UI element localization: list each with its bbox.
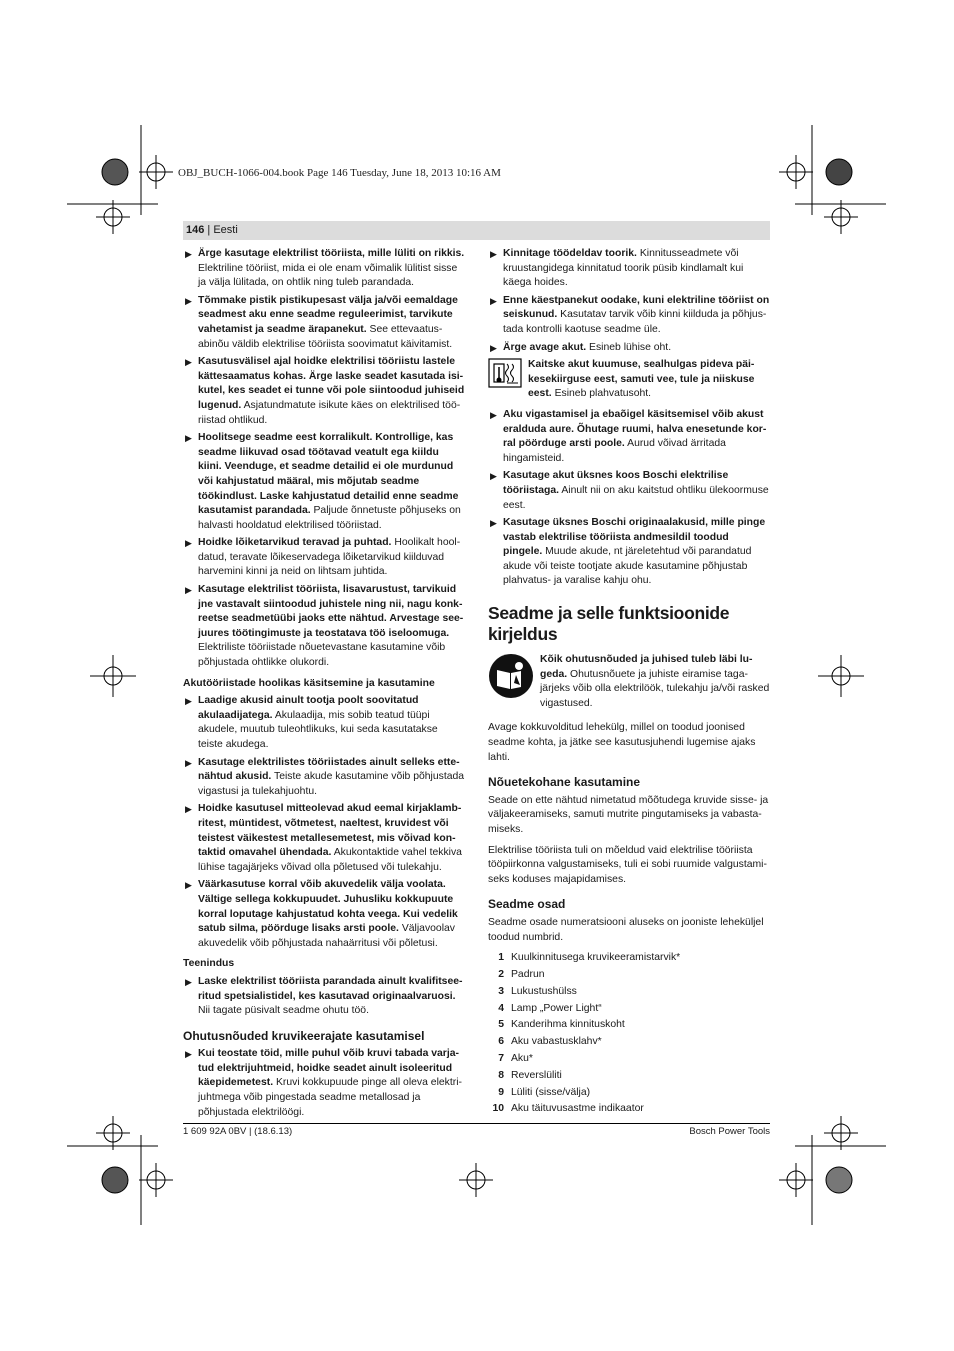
part-item: [488, 1018, 770, 1035]
safety-list-service: [183, 975, 465, 1019]
part-label: Lüliti (sisse/välja): [511, 1086, 591, 1098]
footer-right: Bosch Power Tools: [689, 1126, 770, 1137]
bullet-bold: Väärkasutuse korral võib akuvedelik välja voolata. Vältige sellega kokkupuudet. Juhusliku kokkupuute korral loputage kahjustatud kohta veega. Kui vedelik satub silma, pöörduge lisaks arsti poole.: [198, 879, 458, 935]
bullet-bold: Kui teostate töid, mille puhul võib kruvi tabada varjatud elektrijuhtmeid, hoidke seadet ainult isoleeritud käepidemetest.: [198, 1048, 459, 1089]
bullet-bold: Tõmmake pistik pistikupesast välja ja/või eemaldage seadmest aku enne seadme reguleerimist, tarvikute vahetamist ja seadme ärapanekut.: [198, 294, 458, 335]
bullet-bold: Hoidke kasutusel mitteolevad akud eemal kirjaklambritest, müntidest, võtmetest, naeltest, kruvidest või teistest väikestest metallesemetest, mis võivad kontaktid omavahel ühendada.: [198, 803, 462, 859]
heading-parts: Seadme osad: [488, 897, 566, 912]
part-label: Aku*: [511, 1052, 533, 1064]
bullet-text: Elektriline tööriist, mida ei ole enam võimalik lülitist sisse ja välja lülitada, on ohtlik ning tuleb parandada.: [198, 262, 458, 289]
part-label: Lukustushülss: [511, 985, 577, 997]
safety-list-screwdriver: [183, 1047, 465, 1120]
bullet-text: Esineb lühise oht.: [586, 341, 672, 353]
bullet-bold: Laadige akusid ainult tootja poolt soovitatud akulaadijatega.: [198, 695, 419, 721]
bullet-arrow-icon: ▶: [185, 585, 192, 596]
bullet-arrow-icon: ▶: [185, 976, 192, 987]
bullet-arrow-icon: ▶: [185, 433, 192, 444]
fold-note: Avage kokkuvolditud lehekülg, millel on toodud joonised seadme kohta, ja jätke see kasutusjuhendi lugemise ajaks lahti.: [488, 722, 756, 763]
part-item: [488, 1035, 770, 1052]
bullet-text: Aurud võivad ärritada hingamisteid.: [503, 438, 726, 464]
bullet-item: [183, 1047, 465, 1120]
safety-list-battery: [183, 694, 465, 951]
part-item: [488, 985, 770, 1002]
bullet-bold: Kasutage üksnes Boschi originaalakusid, mille pinge vastab elektrilise tööriista andmesildil toodud pingele.: [503, 517, 766, 558]
page-header: 146 | Eesti: [183, 221, 770, 240]
bullet-arrow-icon: ▶: [490, 518, 497, 529]
bullet-text: Akulaadija, mis sobib teatud tüüpi akudele, muutub tuleohtlikuks, kui seda kasutatakse teiste akudega.: [198, 709, 438, 750]
part-item: [488, 1052, 770, 1069]
bullet-arrow-icon: ▶: [185, 295, 192, 306]
part-number: 10: [492, 1103, 504, 1115]
part-label: Kanderihma kinnituskoht: [511, 1019, 625, 1031]
part-number: 1: [498, 952, 504, 964]
heading-screwdriver: Ohutusnõuded kruvikeerajate kasutamisel: [183, 1028, 425, 1043]
part-item: [488, 1002, 770, 1019]
part-number: 2: [498, 968, 504, 980]
heat-warning-box: [488, 358, 770, 402]
bullet-text: See ettevaatusabinõu väldib elektrilise tööriista soovimatut käivitamist.: [198, 323, 453, 350]
safety-list-workpiece: [488, 247, 770, 355]
bullet-item: [488, 341, 770, 356]
bullet-item: [183, 536, 465, 580]
read-manual-icon: [488, 653, 534, 699]
bullet-bold: Kasutage elektrilist tööriista, lisavarustust, tarvikuid jne vastavalt siintoodud juhistele ning nii, nagu konkreetse seadmetüübi jaoks ette nähtud. Arvestage seejuures töötingimuste ja teostatava töö iseloomuga.: [198, 584, 464, 639]
heading-intended-use: Nõuetekohane kasutamine: [488, 775, 641, 790]
bullet-bold: Ärge kasutage elektrilist tööriista, mille lüliti on rikkis.: [198, 248, 465, 259]
read-manual-text: Ohutusnõuete ja juhiste eiramise tagajärjeks võib olla elektrilöök, tulekahju ja/või rasked vigastused.: [540, 668, 770, 709]
part-label: Lamp „Power Light“: [511, 1002, 602, 1014]
bullet-item: [183, 878, 465, 951]
bullet-arrow-icon: ▶: [490, 342, 497, 353]
bullet-item: [183, 583, 465, 671]
bullet-text: Akukontaktide vahel tekkiva lühise tagajärjeks võivad olla põletused või tulekahju.: [198, 847, 462, 873]
part-label: Reverslüliti: [511, 1069, 562, 1081]
part-number: 5: [498, 1019, 504, 1031]
bullet-bold: Kasutusvälisel ajal hoidke elektrilisi tööriistu lastele kättesaamatus kohas. Ärge laske seadet kasutada isikutel, kes seadet ei tunne või pole siintoodud juhiseid lugenud.: [198, 356, 465, 411]
bullet-item: [183, 756, 465, 800]
safety-list-battery-right: [488, 408, 770, 589]
bullet-bold: Kinnitage töödeldav toorik.: [503, 248, 637, 259]
part-item: [488, 1102, 770, 1119]
safety-list-general: [183, 247, 465, 671]
bullet-bold: Enne käestpanekut oodake, kuni elektriline tööriist on seiskunud.: [503, 294, 770, 321]
footer-rule: [183, 1123, 770, 1124]
part-number: 8: [498, 1069, 504, 1081]
bullet-item: [183, 694, 465, 752]
part-label: Kuulkinnitusega kruvikeeramistarvik*: [511, 952, 681, 964]
part-number: 7: [498, 1052, 504, 1064]
left-column: [183, 247, 465, 1123]
read-manual-box: [488, 653, 770, 711]
bullet-text: Ainult nii on aku kaitstud ohtliku ülekoormuse eest.: [503, 484, 769, 511]
bullet-arrow-icon: ▶: [490, 471, 497, 482]
subhead-battery: Akutööriistade hoolikas käsitsemine ja kasutamine: [183, 677, 435, 689]
bullet-bold: Hoidke lõiketarvikud teravad ja puhtad.: [198, 537, 392, 549]
part-number: 4: [498, 1002, 504, 1014]
part-label: Aku vabastusklahv*: [511, 1036, 602, 1048]
right-column: [488, 247, 770, 1119]
bullet-item: [183, 247, 465, 291]
part-number: 3: [498, 985, 504, 997]
bullet-item: [488, 408, 770, 466]
bullet-item: [488, 247, 770, 291]
bullet-item: [183, 294, 465, 352]
read-manual-bold: Kõik ohutusnõuded ja juhised tuleb läbi lugeda.: [540, 654, 753, 680]
part-number: 9: [498, 1086, 504, 1098]
intended-use-p1: Seade on ette nähtud nimetatud mõõtudega kruvide sisse- ja väljakeeramiseks, samuti mutrite pingutamiseks ja vabastamiseks.: [488, 794, 769, 835]
bullet-text: Nii tagate püsivalt seadme ohutu töö.: [198, 1005, 369, 1017]
bullet-bold: Hoolitsege seadme eest korralikult. Kontrollige, kas seadme liikuvad osad töötavad veatult ega kiildu kiini. Veenduge, et seadme detailid ei ole murdunud või kahjustatud määral, mis mõjutab seadme töökindlust. Laske kahjustatud detailid enne seadme kasutamist parandada.: [198, 432, 459, 517]
bullet-item: [488, 294, 770, 338]
part-label: Padrun: [511, 968, 545, 980]
part-item: [488, 1086, 770, 1103]
bullet-text: Muude akude, nt järeletehtud või parandatud akude või teiste tootjate akude kasutamine põhjustab plahvatus- ja varalise kahju ohu.: [503, 546, 752, 587]
battery-heat-icon: [488, 358, 522, 388]
bullet-bold: Kasutage elektrilistes tööriistades ainult selleks ettenähtud akusid.: [198, 756, 460, 783]
bullet-arrow-icon: ▶: [490, 295, 497, 306]
bullet-arrow-icon: ▶: [490, 249, 497, 259]
intended-use-p2: Elektrilise tööriista tuli on mõeldud vaid elektrilise tööriista tööpiirkonna valgustamiseks, tuli ei sobi ruumide valgustamiseks koduses majapidamises.: [488, 844, 767, 885]
print-meta: OBJ_BUCH-1066-004.book Page 146 Tuesday, June 18, 2013 10:16 AM: [178, 167, 501, 179]
bullet-item: [488, 469, 770, 513]
bullet-item: [183, 975, 465, 1019]
bullet-text: Hoolikalt hooldatud, teravate lõikeservadega lõiketarvikud kiilduvad harvemini kinni ja neid on lihtsam juhtida.: [198, 537, 461, 578]
bullet-text: Asjatundmatute isikute käes on elektrilised tööriistad ohtlikud.: [198, 399, 461, 426]
heat-warning-text: Esineb plahvatusoht.: [551, 388, 652, 400]
bullet-arrow-icon: ▶: [185, 357, 192, 368]
bullet-arrow-icon: ▶: [185, 880, 192, 891]
bullet-item: [183, 355, 465, 428]
part-item: [488, 1069, 770, 1086]
bullet-bold: Ärge avage akut.: [503, 341, 587, 353]
footer-left: 1 609 92A 0BV | (18.6.13): [183, 1126, 293, 1137]
part-item: [488, 951, 770, 968]
bullet-text: Kasutatav tarvik võib kinni kiilduda ja põhjustada kontrolli kaotuse seadme üle.: [503, 309, 767, 335]
bullet-bold: Laske elektrilist tööriista parandada ainult kvalifitseeritud spetsialistidel, kes kasutavad originaalvaruosi.: [198, 975, 463, 1002]
bullet-arrow-icon: ▶: [185, 804, 192, 815]
header-language: Eesti: [213, 224, 238, 236]
parts-list: [488, 951, 770, 1119]
bullet-arrow-icon: ▶: [185, 1049, 192, 1060]
bullet-text: Paljude õnnetuste põhjuseks on halvasti hooldatud elektrilised tööriistad.: [198, 505, 461, 531]
bullet-item: [488, 516, 770, 589]
bullet-text: Kruvi kokkupuude pinge all oleva elektrijuhtmega võib pingestada seadme metallosad ja põhjustada elektrilöögi.: [198, 1077, 462, 1118]
part-label: Aku täituvusastme indikaator: [511, 1103, 644, 1115]
bullet-item: [183, 802, 465, 875]
parts-intro: Seadme osade numeratsiooni aluseks on jooniste leheküljel toodud numbrid.: [488, 916, 764, 943]
bullet-arrow-icon: ▶: [185, 696, 192, 707]
bullet-bold: Kasutage akut üksnes koos Boschi elektrilise tööriistaga.: [503, 470, 729, 496]
bullet-text: Teiste akude kasutamine võib põhjustada vigastusi ja tulekahjuohtu.: [198, 771, 465, 797]
heat-warning-bold: Kaitske akut kuumuse, sealhulgas pideva päikesekiirguse eest, samuti vee, tule ja niiskuse eest.: [528, 359, 755, 400]
part-item: [488, 968, 770, 985]
part-number: 6: [498, 1036, 504, 1048]
section-title: Seadme ja selle funktsioonide kirjeldus: [488, 603, 730, 645]
bullet-text: Kinnitusseadmete või kruustangidega kinnitatud toorik püsib kindlamalt kui käega hoides.: [503, 248, 744, 289]
bullet-bold: Aku vigastamisel ja ebaõigel käsitsemisel võib akust eralduda aure. Õhutage ruumi, halva enesetunde korral pöörduge arsti poole.: [503, 408, 767, 450]
bullet-arrow-icon: ▶: [490, 409, 497, 420]
subhead-service: Teenindus: [183, 958, 235, 970]
bullet-arrow-icon: ▶: [185, 538, 192, 549]
bullet-item: [183, 431, 465, 533]
bullet-text: Väljavoolav akuvedelik võib põhjustada nahaärritusi või põletusi.: [198, 923, 455, 949]
bullet-text: Elektriliste tööriistade nõuetevastane kasutamine võib põhjustada ohtlikke olukordi.: [198, 642, 446, 669]
bullet-arrow-icon: ▶: [185, 249, 192, 259]
bullet-arrow-icon: ▶: [185, 757, 192, 768]
page-number: 146: [186, 224, 205, 236]
